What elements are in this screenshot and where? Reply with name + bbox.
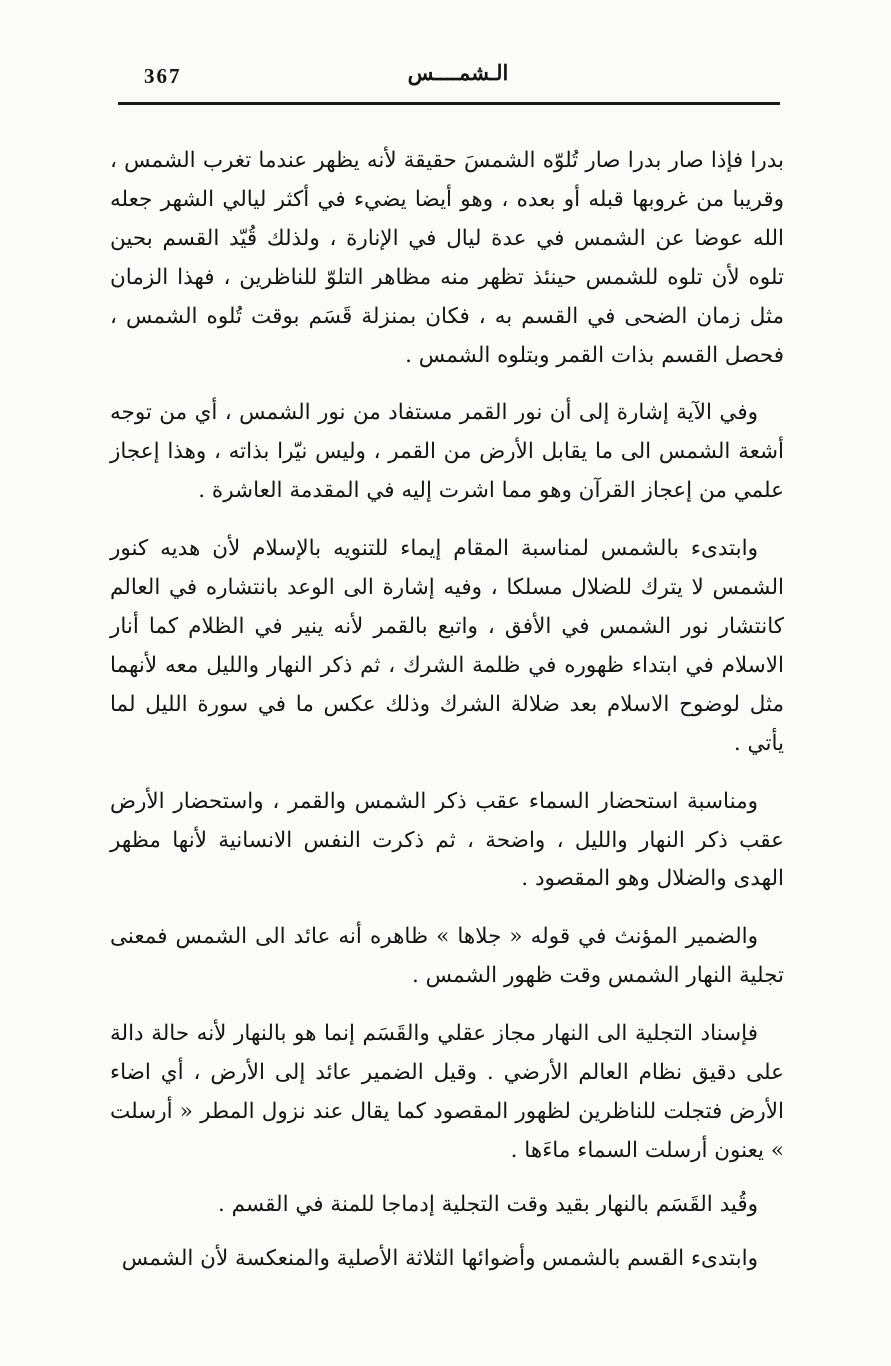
paragraph: فإسناد التجلية الى النهار مجاز عقلي والقَسَم إنما هو بالنهار لأنه حالة دالة على دقيق نظام العالم الأرضي . وقيل الضمير عائد إلى الأرض ، أي اضاء الأرض فتجلت للناظرين لظهور المقصود كما يقال عند نزول المطر « أرسلت » يعنون أرسلت السماء ماءَها .	[110, 1021, 784, 1163]
paragraph: والضمير المؤنث في قوله « جلاها » ظاهره أنه عائد الى الشمس فمعنى تجلية النهار الشمس وقت ظهور الشمس .	[110, 924, 784, 989]
body-text	[110, 142, 784, 1298]
page-header	[118, 58, 780, 105]
paragraph: وابتدىء بالشمس لمناسبة المقام إيماء للتنويه بالإسلام لأن هديه كنور الشمس لا يترك للضلال مسلكا ، وفيه إشارة الى الوعد بانتشاره في العالم كانتشار نور الشمس في الأفق ، واتبع بالقمر لأنه ينير في الظلام كما أنار الاسلام في ابتداء ظهوره في ظلمة الشرك ، ثم ذكر النهار والليل معه لأنهما مثل لوضوح الاسلام بعد ضلالة الشرك وذلك عكس ما في سورة الليل لما يأتي .	[110, 536, 784, 756]
page-number: 367	[144, 64, 182, 88]
paragraph: ومناسبة استحضار السماء عقب ذكر الشمس والقمر ، واستحضار الأرض عقب ذكر النهار والليل ، واضحة ، ثم ذكرت النفس الانسانية لأنها مظهر الهدى والضلال وهو المقصود .	[110, 788, 784, 892]
paragraph: بدرا فإذا صار بدرا صار تُلوّه الشمسَ حقيقة لأنه يظهر عندما تغرب الشمس ، وقريبا من غروبها قبله أو بعده ، وهو أيضا يضيء في أكثر ليالي الشهر جعله الله عوضا عن الشمس في عدة ليال في الإنارة ، ولذلك قُيّد القسم بحين تلوه لأن تلوه للشمس حينئذ تظهر منه مظاهر التلوّ للناظرين ، فهذا الزمان مثل زمان الضحى في القسم به ، فكان بمنزلة قَسَم بوقت تُلوه الشمس ، فحصل القسم بذات القمر وبتلوه الشمس .	[110, 148, 784, 368]
running-title: الـشمــــس	[407, 60, 509, 85]
paragraph: وابتدىء القسم بالشمس وأضوائها الثلاثة الأصلية والمنعكسة لأن الشمس	[121, 1245, 758, 1271]
paragraph: وفي الآية إشارة إلى أن نور القمر مستفاد من نور الشمس ، أي من توجه أشعة الشمس الى ما يقابل الأرض من القمر ، وليس نيّرا بذاته ، وهذا إعجاز علمي من إعجاز القرآن وهو مما اشرت إليه في المقدمة العاشرة .	[110, 400, 784, 504]
paragraph: وقُيد القَسَم بالنهار بقيد وقت التجلية إدماجا للمنة في القسم .	[218, 1191, 758, 1217]
